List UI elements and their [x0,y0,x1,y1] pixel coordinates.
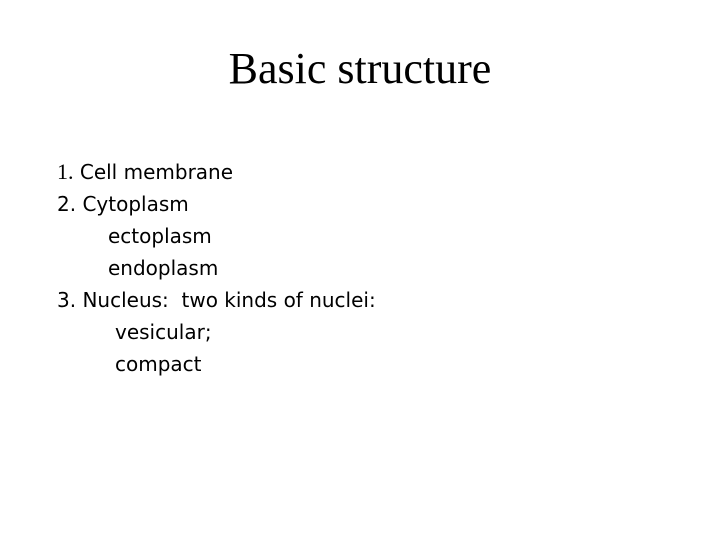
list-item-nucleus [57,284,697,316]
item-number: 3. [57,288,77,312]
slide-title: Basic structure [228,44,492,93]
sub-item-vesicular [57,316,697,348]
list-item-cell-membrane [57,156,697,188]
item-text: endoplasm [108,256,219,280]
sub-item-endoplasm [57,252,697,284]
bullet-list [57,156,697,380]
sub-item-ectoplasm [57,220,697,252]
item-number: 1. [57,159,74,184]
item-text: Nucleus: two kinds of nuclei: [76,288,376,312]
item-number: 2. [57,192,77,216]
item-text: ectoplasm [108,224,212,248]
sub-item-compact [57,348,697,380]
list-item-cytoplasm [57,188,697,220]
item-text: Cytoplasm [76,192,189,216]
item-text: vesicular; [115,320,212,344]
item-text: compact [115,352,202,376]
item-text: Cell membrane [73,160,234,184]
